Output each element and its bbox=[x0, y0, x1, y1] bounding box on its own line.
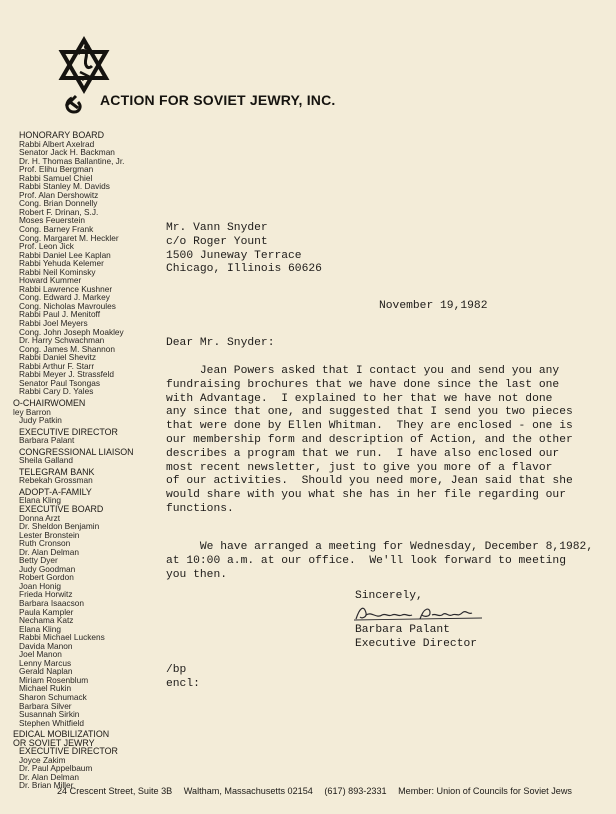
handwritten-signature bbox=[352, 603, 484, 623]
medical-mobilization-heading-line2: OR SOVIET JEWRY bbox=[13, 737, 95, 748]
honorary-member: Rabbi Arthur F. Starr bbox=[19, 360, 95, 371]
letter-date: November 19,1982 bbox=[379, 300, 488, 312]
executive-board-member: Gerald Naplan bbox=[19, 666, 73, 677]
executive-board-member: Judy Goodman bbox=[19, 563, 76, 574]
congressional-liaison-name: Sheila Galland bbox=[19, 455, 73, 466]
executive-board-member: Miriam Rosenblum bbox=[19, 674, 89, 685]
executive-board-member: Donna Arzt bbox=[19, 512, 61, 523]
honorary-member: Prof. Leon Jick bbox=[19, 241, 74, 252]
honorary-member: Rabbi Daniel Lee Kaplan bbox=[19, 249, 111, 260]
executive-board-member: Lester Bronstein bbox=[19, 529, 80, 540]
executive-board-member: Michael Rukin bbox=[19, 683, 72, 694]
honorary-member: Rabbi Lawrence Kushner bbox=[19, 283, 113, 294]
enclosure-note: encl: bbox=[166, 677, 200, 690]
honorary-member: Dr. Harry Schwachman bbox=[19, 335, 105, 346]
footer-address: 24 Crescent Street, Suite 3B bbox=[57, 786, 173, 796]
recipient-line: Mr. Vann Snyder bbox=[166, 222, 268, 234]
medical-mobilization-heading: EDICAL MOBILIZATION bbox=[13, 729, 110, 740]
honorary-member: Howard Kummer bbox=[19, 275, 82, 286]
executive-board-member: Sharon Schumack bbox=[19, 692, 87, 702]
honorary-member: Senator Jack H. Backman bbox=[19, 147, 115, 158]
organization-name: ACTION FOR SOVIET JEWRY, INC. bbox=[100, 92, 336, 108]
executive-board-member: Frieda Horwitz bbox=[19, 589, 73, 600]
executive-board-member: Paula Kampler bbox=[19, 606, 74, 617]
medical-member: Dr. Brian Miller bbox=[19, 780, 74, 791]
executive-board-member: Elana Kling bbox=[19, 623, 61, 634]
honorary-member: Rabbi Neil Kominsky bbox=[19, 266, 96, 277]
body-paragraph-2: We have arranged a meeting for Wednesday, December 8,1982, at 10:00 a.m. at our office. We'll look forward to meeting you then. bbox=[166, 541, 594, 581]
executive-board-member: Nechama Katz bbox=[19, 615, 74, 626]
honorary-member: Rabbi Cary D. Yales bbox=[19, 386, 94, 397]
co-chair-member: Judy Patkin bbox=[19, 415, 62, 426]
telegram-bank-heading: TELEGRAM BANK bbox=[19, 466, 95, 477]
body-paragraph-1: Jean Powers asked that I contact you and send you any fundraising brochures that we have done since the last one with Advantage. I explained to her that we have not done any since that one, and suggested that I send you two pieces that were done by Ellen Whitman. They are enclosed - one is our membership form and description of Action, and the other describes a program that we run. I have also enclosed our most recent newsletter, just to give you more of a flavor of our activities. Should you need more, Jean said that she would share with you what she has in her file regarding our functions. bbox=[166, 365, 573, 515]
executive-board-member: Dr. Sheldon Benjamin bbox=[19, 521, 100, 532]
recipient-line: c/o Roger Yount bbox=[166, 235, 268, 248]
executive-board-member: Joan Honig bbox=[19, 580, 61, 591]
reference-block bbox=[166, 664, 200, 692]
executive-board-member: Dr. Alan Delman bbox=[19, 546, 79, 557]
honorary-member: Cong. Barney Frank bbox=[19, 224, 94, 235]
executive-director-name: Barbara Palant bbox=[19, 435, 75, 446]
honorary-member: Senator Paul Tsongas bbox=[19, 377, 101, 388]
adopt-a-family-name: Elana Kling bbox=[19, 495, 61, 506]
honorary-member: Rabbi Stanley M. Davids bbox=[19, 181, 110, 192]
executive-board-member: Davida Manon bbox=[19, 640, 73, 651]
executive-board-member: Susannah Sirkin bbox=[19, 709, 80, 720]
co-chairwomen-heading: O-CHAIRWOMEN bbox=[13, 397, 86, 408]
honorary-member: Cong. Brian Donnelly bbox=[19, 198, 98, 209]
recipient-line: Chicago, Illinois 60626 bbox=[166, 263, 322, 276]
honorary-member: Moses Feuerstein bbox=[19, 215, 85, 226]
honorary-member: Cong. James M. Shannon bbox=[19, 343, 115, 354]
signer-name: Barbara Palant bbox=[355, 624, 450, 636]
honorary-member: Rabbi Joel Meyers bbox=[19, 318, 88, 329]
adopt-a-family-heading: ADOPT-A-FAMILY bbox=[19, 486, 92, 497]
executive-board-member: Betty Dyer bbox=[19, 555, 58, 566]
recipient-address bbox=[166, 222, 322, 277]
honorary-member: Rabbi Albert Axelrad bbox=[19, 138, 95, 149]
executive-board-member: Barbara Isaacson bbox=[19, 597, 85, 608]
executive-board-member: Rabbi Michael Luckens bbox=[19, 632, 105, 643]
medical-executive-director-heading: EXECUTIVE DIRECTOR bbox=[19, 746, 118, 757]
honorary-member: Cong. Margaret M. Heckler bbox=[19, 232, 119, 243]
honorary-member: Dr. H. Thomas Ballantine, Jr. bbox=[19, 155, 125, 166]
executive-board-member: Barbara Silver bbox=[19, 700, 72, 711]
salutation: Dear Mr. Snyder: bbox=[166, 337, 275, 349]
letterhead-footer bbox=[57, 786, 581, 796]
honorary-board-heading: HONORARY BOARD bbox=[19, 130, 104, 140]
board-sidebar bbox=[13, 130, 159, 791]
honorary-member: Rabbi Meyer J. Strassfeld bbox=[19, 369, 114, 380]
executive-board-heading: EXECUTIVE BOARD bbox=[19, 503, 104, 514]
honorary-member: Rabbi Paul J. Menitoff bbox=[19, 309, 101, 320]
medical-member: Dr. Paul Appelbaum bbox=[19, 763, 93, 774]
footer-membership: Member: Union of Councils for Soviet Jews bbox=[398, 786, 572, 796]
honorary-member: Cong. John Joseph Moakley bbox=[19, 326, 124, 337]
honorary-member: Prof. Elihu Bergman bbox=[19, 164, 94, 175]
executive-board-member: Lenny Marcus bbox=[19, 657, 72, 668]
signer-block bbox=[355, 624, 477, 652]
honorary-member: Robert F. Drinan, S.J. bbox=[19, 206, 99, 217]
recipient-line: 1500 Juneway Terrace bbox=[166, 249, 302, 262]
signer-title: Executive Director bbox=[355, 637, 478, 650]
honorary-member: Cong. Edward J. Markey bbox=[19, 292, 110, 303]
honorary-member: Rabbi Daniel Shevitz bbox=[19, 352, 97, 363]
executive-board-member: Joel Manon bbox=[19, 649, 62, 660]
closing: Sincerely, bbox=[355, 590, 423, 602]
co-chair-member: ley Barron bbox=[13, 406, 51, 417]
honorary-member: Rabbi Samuel Chiel bbox=[19, 172, 93, 183]
honorary-member: Prof. Alan Dershowitz bbox=[19, 189, 99, 200]
reference-initials: /bp bbox=[166, 664, 187, 676]
telegram-bank-name: Rebekah Grossman bbox=[19, 475, 93, 486]
congressional-liaison-heading: CONGRESSIONAL LIAISON bbox=[19, 446, 134, 457]
medical-member: Dr. Alan Delman bbox=[19, 771, 79, 782]
medical-member: Joyce Zakim bbox=[19, 754, 66, 765]
footer-city: Waltham, Massachusetts 02154 bbox=[183, 786, 313, 796]
honorary-member: Cong. Nicholas Mavroules bbox=[19, 300, 116, 311]
executive-board-member: Stephen Whitfield bbox=[19, 717, 85, 728]
executive-board-member: Ruth Cronson bbox=[19, 538, 71, 549]
executive-board-member: Robert Gordon bbox=[19, 572, 74, 583]
honorary-member: Rabbi Yehuda Kelemer bbox=[19, 258, 104, 269]
footer-phone: (617) 893-2331 bbox=[324, 786, 387, 796]
executive-director-heading: EXECUTIVE DIRECTOR bbox=[19, 426, 118, 437]
